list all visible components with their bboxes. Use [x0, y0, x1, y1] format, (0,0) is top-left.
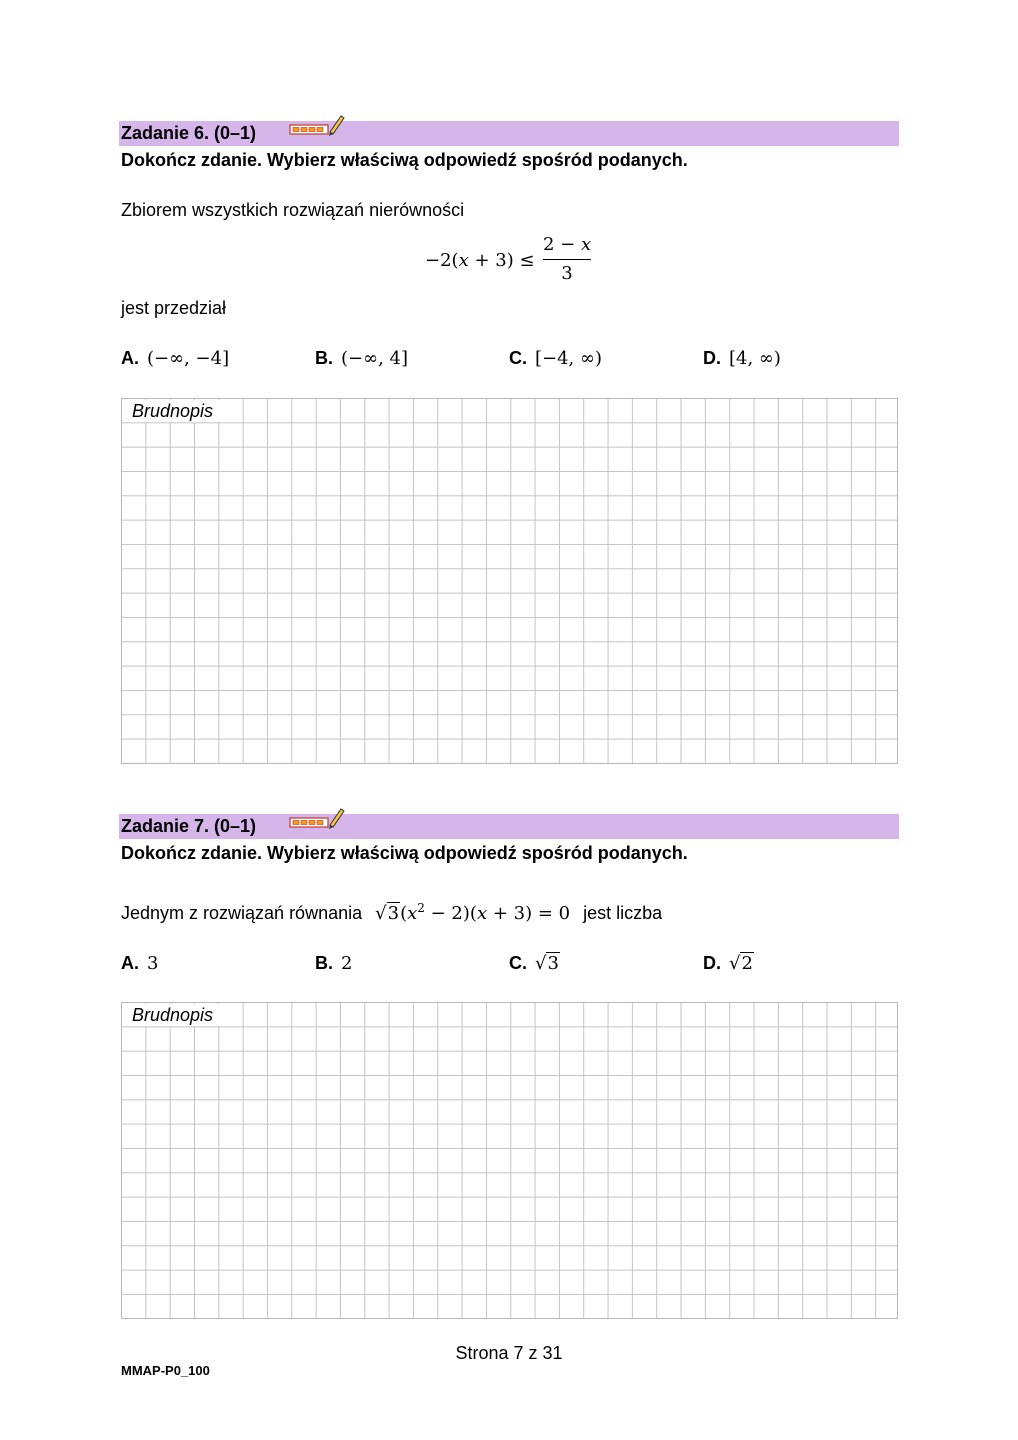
- option-letter: A.: [121, 348, 139, 368]
- task6-option-b[interactable]: [315, 347, 408, 370]
- pencil-icon: [329, 809, 344, 829]
- scratch-label: Brudnopis: [123, 400, 239, 422]
- option-letter: C.: [509, 953, 527, 973]
- keyboard-icon: [289, 806, 349, 836]
- task7-option-a[interactable]: [121, 952, 158, 975]
- option-value: [−4, ∞): [535, 348, 603, 369]
- option-value: 2: [341, 953, 353, 974]
- option-letter: D.: [703, 953, 721, 973]
- task7-header: [119, 814, 899, 839]
- option-value: 3: [147, 953, 159, 974]
- option-value: √3: [535, 953, 559, 974]
- task6-instruction: Dokończ zdanie. Wybierz właściwą odpowiedź spośród podanych.: [121, 150, 688, 170]
- task6-header: [119, 121, 899, 146]
- option-value: [4, ∞): [729, 348, 781, 369]
- pencil-icon: [329, 116, 344, 136]
- equation: $√3(x^2 - 2)(x + 3) = 0$: [375, 901, 571, 924]
- task6-scratch-grid[interactable]: [121, 398, 898, 764]
- exam-code: MMAP-P0_100: [121, 1363, 210, 1378]
- inequality-lhs: −2(x + 3) ≤: [425, 250, 535, 271]
- task6-option-d[interactable]: [703, 347, 781, 370]
- task7-title: Zadanie 7. (0–1): [121, 816, 257, 836]
- option-letter: C.: [509, 348, 527, 368]
- option-value: (−∞, −4]: [147, 348, 230, 369]
- option-letter: B.: [315, 953, 333, 973]
- keyboard-pencil-icon: [289, 113, 349, 143]
- task7-scratch-grid[interactable]: [121, 1002, 898, 1319]
- page-number: Strona 7 z 31: [455, 1343, 563, 1363]
- task7-option-b[interactable]: [315, 952, 352, 975]
- inequality-fraction: [543, 233, 591, 286]
- option-letter: A.: [121, 953, 139, 973]
- fraction-numerator: 2 − x: [543, 234, 592, 255]
- task7-intro: [121, 897, 662, 925]
- task7-instruction: Dokończ zdanie. Wybierz właściwą odpowiedź spośród podanych.: [121, 843, 688, 863]
- scratch-label: Brudnopis: [123, 1004, 239, 1026]
- task7-option-c[interactable]: [509, 952, 560, 975]
- keyboard-pencil-icon: [289, 806, 349, 836]
- intro-after: jest liczba: [583, 903, 663, 923]
- task6-intro: Zbiorem wszystkich rozwiązań nierówności: [121, 200, 465, 220]
- task7-option-d[interactable]: [703, 952, 754, 975]
- task6-option-a[interactable]: [121, 347, 229, 370]
- task6-option-c[interactable]: [509, 347, 602, 370]
- task6-title: Zadanie 6. (0–1): [121, 123, 257, 143]
- option-value: (−∞, 4]: [341, 348, 409, 369]
- fraction-bar: [543, 259, 591, 260]
- intro-before: Jednym z rozwiązań równania: [121, 903, 363, 923]
- option-value: √2: [729, 953, 753, 974]
- task6-outro: jest przedział: [121, 298, 227, 318]
- keyboard-icon: [289, 113, 349, 143]
- fraction-denominator: 3: [561, 263, 573, 284]
- option-letter: B.: [315, 348, 333, 368]
- option-letter: D.: [703, 348, 721, 368]
